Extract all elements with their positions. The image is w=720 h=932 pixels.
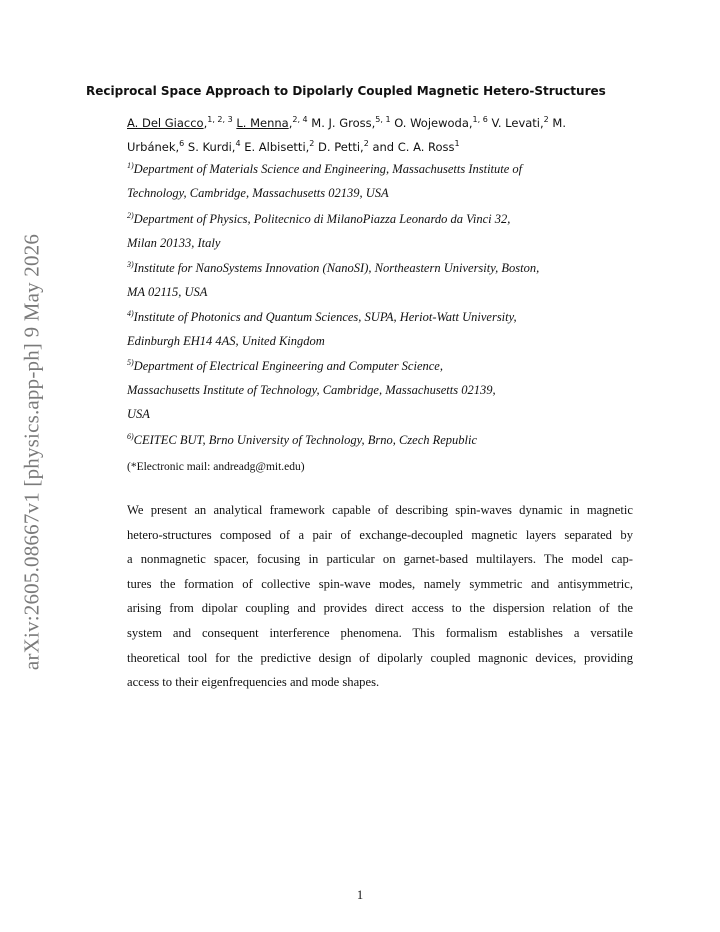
abstract-line: tures the formation of collective spin-wave modes, namely symmetric and antisymmetric, bbox=[127, 576, 633, 591]
affiliation-3: $^{3)}$Institute for NanoSystems Innovation (NanoSI), Northeastern University, Boston, MA 02115, USA bbox=[127, 259, 540, 299]
abstract-line: arising from dipolar coupling and provides direct access to the dispersion relation of the bbox=[127, 601, 633, 616]
author: A. Del Giacco,$^{1, 2, 3}$ bbox=[127, 115, 233, 130]
author bbox=[318, 140, 369, 154]
author bbox=[188, 140, 241, 154]
abstract-line: access to their eigenfrequencies and mode shapes. bbox=[127, 675, 380, 690]
author-name: and C. A. Ross bbox=[372, 140, 455, 154]
author-affiliation-marker: 2 bbox=[309, 139, 315, 149]
author-affiliation-marker: 5, 1 bbox=[375, 115, 391, 125]
paper-title: Reciprocal Space Approach to Dipolarly Coupled Magnetic Hetero-Structures bbox=[86, 84, 606, 98]
author-name: E. Albisetti, bbox=[244, 140, 310, 154]
author bbox=[311, 116, 390, 130]
corresponding-email: (*Electronic mail: andreadg@mit.edu) bbox=[127, 461, 305, 473]
author-affiliation-marker: 1, 2, 3 bbox=[207, 115, 233, 125]
author bbox=[491, 116, 548, 130]
author-affiliation-marker: 6 bbox=[179, 139, 185, 149]
author-name: M. J. Gross, bbox=[311, 116, 376, 130]
abstract-line: system and consequent interference phenomena. This formalism establishes a versatile bbox=[127, 625, 633, 640]
author-name: D. Petti, bbox=[318, 140, 364, 154]
author: L. Menna,$^{2, 4}$ bbox=[236, 115, 308, 130]
affiliation-2: $^{2)}$Department of Physics, Politecnico di MilanoPiazza Leonardo da Vinci 32, Milan 20133, Italy bbox=[127, 210, 511, 250]
author-affiliation-marker: 2 bbox=[543, 115, 549, 125]
affiliation-1: $^{1)}$Department of Materials Science and Engineering, Massachusetts Institute of Technology, Cambridge, Massachusetts 02139, USA bbox=[127, 160, 523, 200]
author-affiliation-marker: 4 bbox=[235, 139, 241, 149]
author-name: O. Wojewoda, bbox=[394, 116, 473, 130]
author bbox=[394, 116, 488, 130]
abstract-line: hetero-structures composed of a pair of exchange-decoupled magnetic layers separated by bbox=[127, 527, 633, 542]
arxiv-stamp: arXiv:2605.08667v1 [physics.app-ph] 9 May 2026 bbox=[19, 233, 44, 671]
author-affiliation-marker: 1, 6 bbox=[472, 115, 488, 125]
author-list bbox=[127, 111, 617, 159]
author bbox=[244, 140, 314, 154]
page-number: 1 bbox=[356, 888, 364, 902]
abstract-line: We present an analytical framework capable of describing spin-waves dynamic in magnetic bbox=[127, 503, 633, 517]
author-name: V. Levati, bbox=[491, 116, 544, 130]
affiliation-5: $^{5)}$Department of Electrical Engineering and Computer Science, Massachusetts Institute of Technology, Cambridge, Massachusetts 02139, USA bbox=[127, 357, 496, 421]
abstract bbox=[127, 498, 633, 695]
affiliation-4: $^{4)}$Institute of Photonics and Quantum Sciences, SUPA, Heriot-Watt University, Edinburgh EH14 4AS, United Kingdom bbox=[127, 308, 517, 348]
author-name: A. Del Giacco bbox=[127, 116, 204, 130]
author-name: M. Urbánek, bbox=[127, 116, 566, 154]
abstract-line: theoretical tool for the predictive design of dipolarly coupled magnonic devices, providing bbox=[127, 650, 633, 665]
affiliation-6: $^{6)}$CEITEC BUT, Brno University of Technology, Brno, Czech Republic bbox=[127, 431, 478, 447]
abstract-line: a nonmagnetic spacer, focusing in particular on garnet-based multilayers. The model cap- bbox=[127, 552, 633, 567]
author-affiliation-marker: 2, 4 bbox=[292, 115, 308, 125]
author-name: S. Kurdi, bbox=[187, 140, 236, 154]
author-name: L. Menna bbox=[236, 116, 289, 130]
author bbox=[372, 140, 459, 154]
author-affiliation-marker: 2 bbox=[363, 139, 369, 149]
author-affiliation-marker: 1 bbox=[454, 139, 460, 149]
